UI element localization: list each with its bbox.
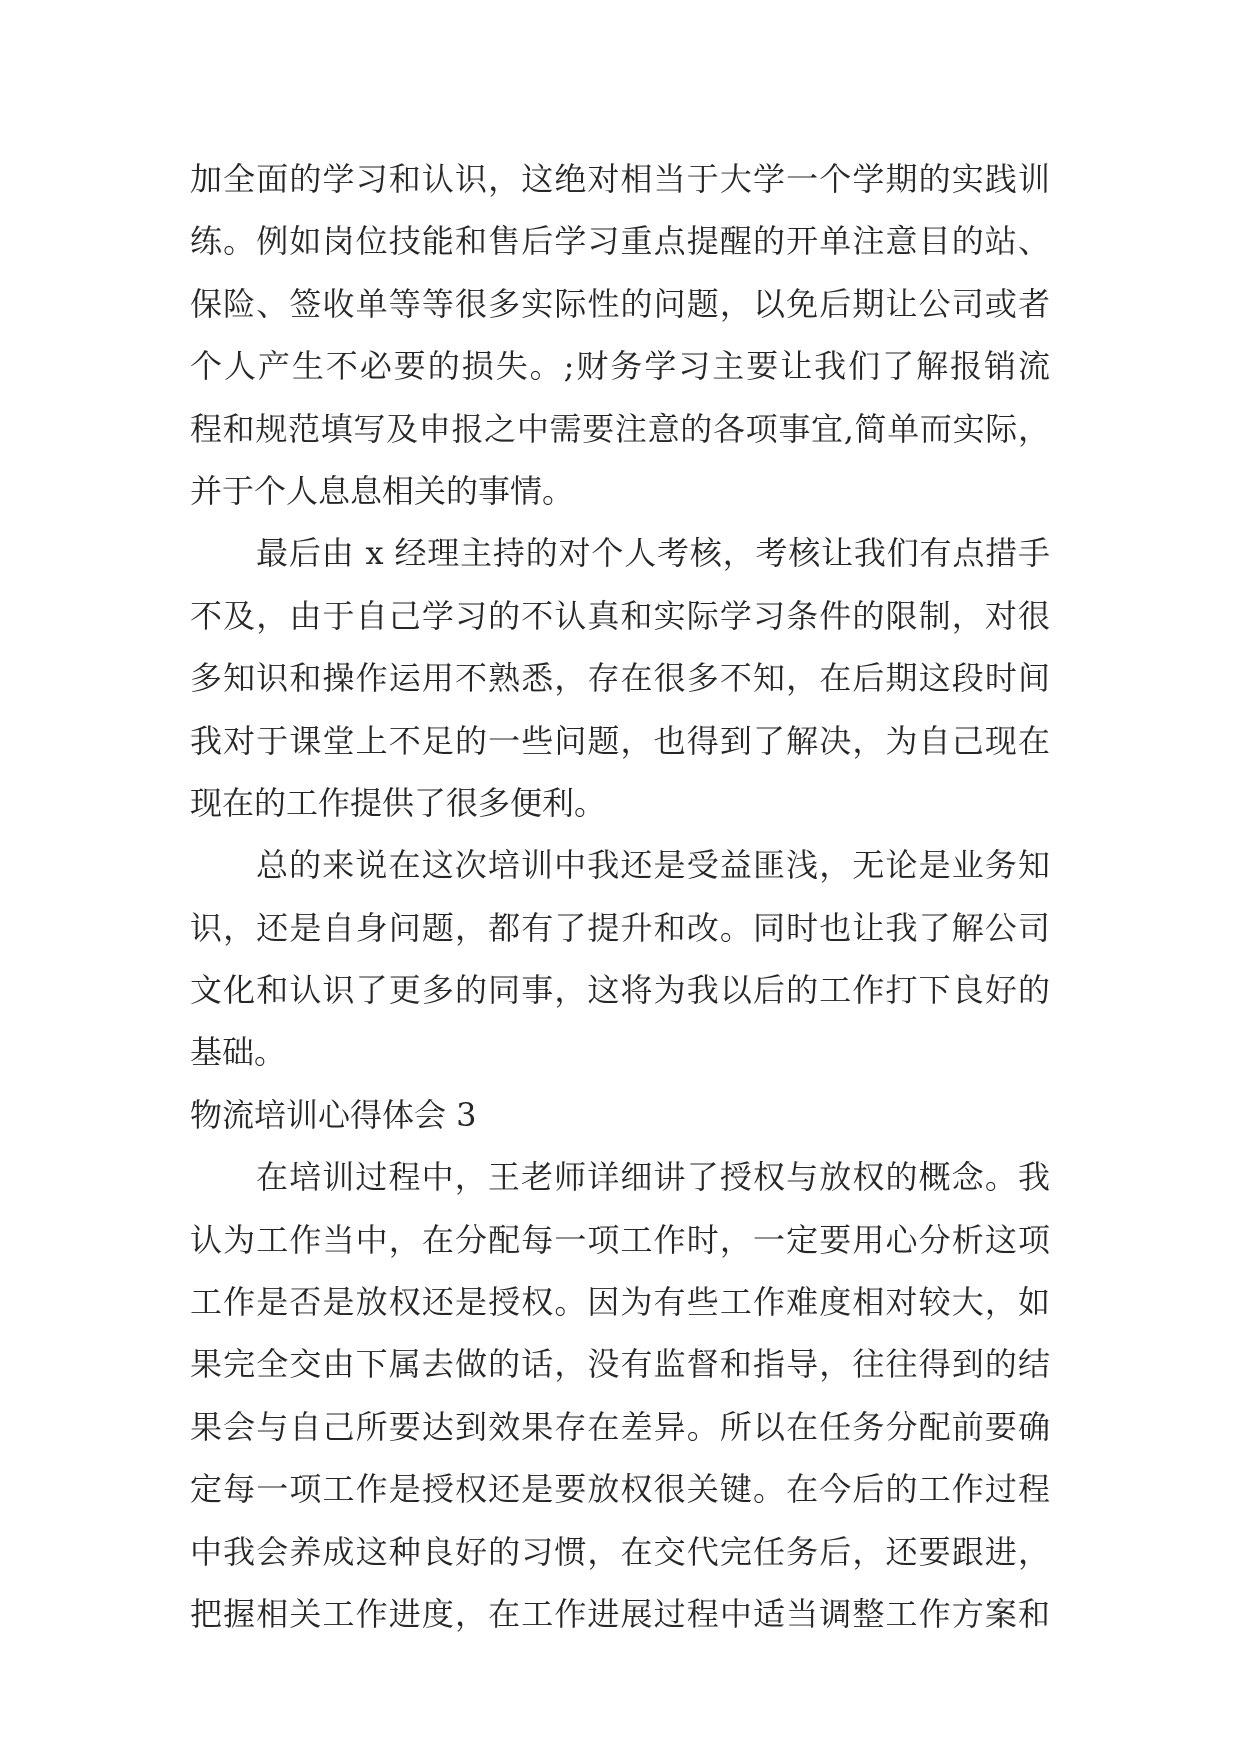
document-body — [190, 148, 1050, 1645]
text-line: 现在的工作提供了很多便利。 — [190, 783, 607, 822]
text-line: 果会与自己所要达到效果存在差异。所以在任务分配前要确 — [190, 1407, 1050, 1446]
text-line: 把握相关工作进度，在工作进展过程中适当调整工作方案和 — [190, 1594, 1050, 1633]
text-line: 不及，由于自己学习的不认真和实际学习条件的限制，对很 — [190, 596, 1050, 635]
text-line: 个人产生不必要的损失。;财务学习主要让我们了解报销流 — [190, 347, 1050, 386]
section-heading: 物流培训心得体会 3 — [190, 1095, 477, 1134]
text-line: 文化和认识了更多的同事，这将为我以后的工作打下良好的 — [190, 971, 1050, 1010]
text-line: 在培训过程中，王老师详细讲了授权与放权的概念。我 — [256, 1158, 1050, 1197]
text-line: 总的来说在这次培训中我还是受益匪浅，无论是业务知 — [256, 846, 1050, 885]
text-line: 定每一项工作是授权还是要放权很关键。在今后的工作过程 — [190, 1470, 1050, 1509]
text-line: 果完全交由下属去做的话，没有监督和指导，往往得到的结 — [190, 1345, 1050, 1384]
text-line: 练。例如岗位技能和售后学习重点提醒的开单注意目的站、 — [190, 222, 1050, 261]
text-line: 基础。 — [190, 1033, 287, 1072]
text-line: 识，还是自身问题，都有了提升和改。同时也让我了解公司 — [190, 908, 1050, 947]
text-line: 保险、签收单等等很多实际性的问题，以免后期让公司或者 — [190, 284, 1050, 323]
text-line: 认为工作当中，在分配每一项工作时，一定要用心分析这项 — [190, 1220, 1050, 1259]
text-line: 并于个人息息相关的事情。 — [190, 471, 575, 510]
text-line: 程和规范填写及申报之中需要注意的各项事宜,简单而实际， — [190, 409, 1050, 448]
text-line: 我对于课堂上不足的一些问题，也得到了解决，为自己现在 — [190, 721, 1050, 760]
text-line: 最后由 x 经理主持的对个人考核，考核让我们有点措手 — [256, 534, 1050, 573]
text-line: 工作是否是放权还是授权。因为有些工作难度相对较大，如 — [190, 1283, 1050, 1322]
text-line: 中我会养成这种良好的习惯，在交代完任务后，还要跟进， — [190, 1532, 1050, 1571]
text-line: 多知识和操作运用不熟悉，存在很多不知，在后期这段时间 — [190, 659, 1050, 698]
text-line: 加全面的学习和认识，这绝对相当于大学一个学期的实践训 — [190, 160, 1050, 198]
